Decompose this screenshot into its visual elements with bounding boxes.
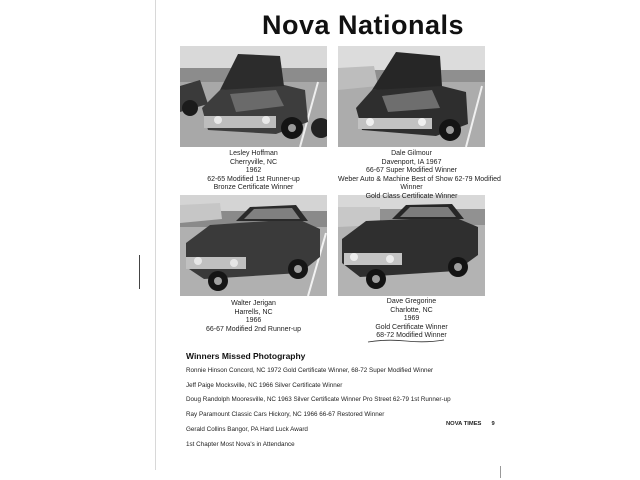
missed-winner-item: Ronnie Hinson Concord, NC 1972 Gold Certificate Winner, 68-72 Super Modified Winner [186,367,434,374]
car-photo-2 [338,46,485,147]
missed-winner-item: Ray Paramount Classic Cars Hickory, NC 1966 66-67 Restored Winner [186,411,385,418]
page-edge [155,0,156,470]
missed-winner-item: Doug Randolph Mooresville, NC 1963 Silver Certificate Winner Pro Street 62-79 1st Runner-up [186,396,451,403]
page-footer [446,421,495,427]
caption-line: Lesley Hoffman [229,150,278,157]
car-photo-1 [180,46,327,147]
car-photo-3 [180,195,327,296]
missed-winner-item: 1st Chapter Most Nova's in Attendance [186,441,295,448]
page-number: 9 [491,421,495,427]
margin-mark-bottom [500,466,501,478]
missed-section-heading: Winners Missed Photography [186,351,306,361]
caption-line: Dave Gregorine [386,298,437,305]
photo-caption-2 [338,150,501,202]
caption-line: Gold Certificate Winner [375,323,448,331]
margin-mark [139,255,140,289]
caption-line: 62-65 Modified 1st Runner-up [207,175,300,183]
caption-line: Charlotte, NC [390,306,433,314]
caption-line: Winner [400,184,423,192]
publication-name: NOVA TIMES [446,421,482,427]
caption-line: Davenport, IA 1967 [381,158,442,166]
caption-line: 1962 [245,167,262,175]
caption-line: Harrells, NC [234,308,273,316]
missed-winner-item: Gerald Collins Bangor, PA Hard Luck Award [186,426,308,433]
caption-line: 66-67 Modified 2nd Runner-up [206,325,301,333]
photo-caption-4 [338,298,485,341]
caption-line: 66-67 Super Modified Winner [365,167,458,175]
pen-scribble [366,337,446,345]
photo-caption-1 [180,150,327,193]
caption-line: Walter Jerigan [231,300,276,307]
page-title: Nova Nationals [262,10,465,40]
car-photo-4 [338,192,485,296]
caption-line: 68-72 Modified Winner [376,332,447,340]
missed-winner-item: Jeff Paige Mocksville, NC 1966 Silver Certificate Winner [186,382,343,389]
caption-line: Cherryville, NC [229,158,278,166]
caption-line: Bronze Certificate Winner [213,184,294,192]
caption-line: Gold Class Certificate Winner [365,192,458,200]
photo-caption-3 [180,300,327,334]
caption-line: 1966 [245,317,262,325]
caption-line: Dale Gilmour [391,150,432,157]
caption-line: Weber Auto & Machine Best of Show 62-79 Modified [338,175,501,183]
caption-line: 1969 [403,315,420,323]
